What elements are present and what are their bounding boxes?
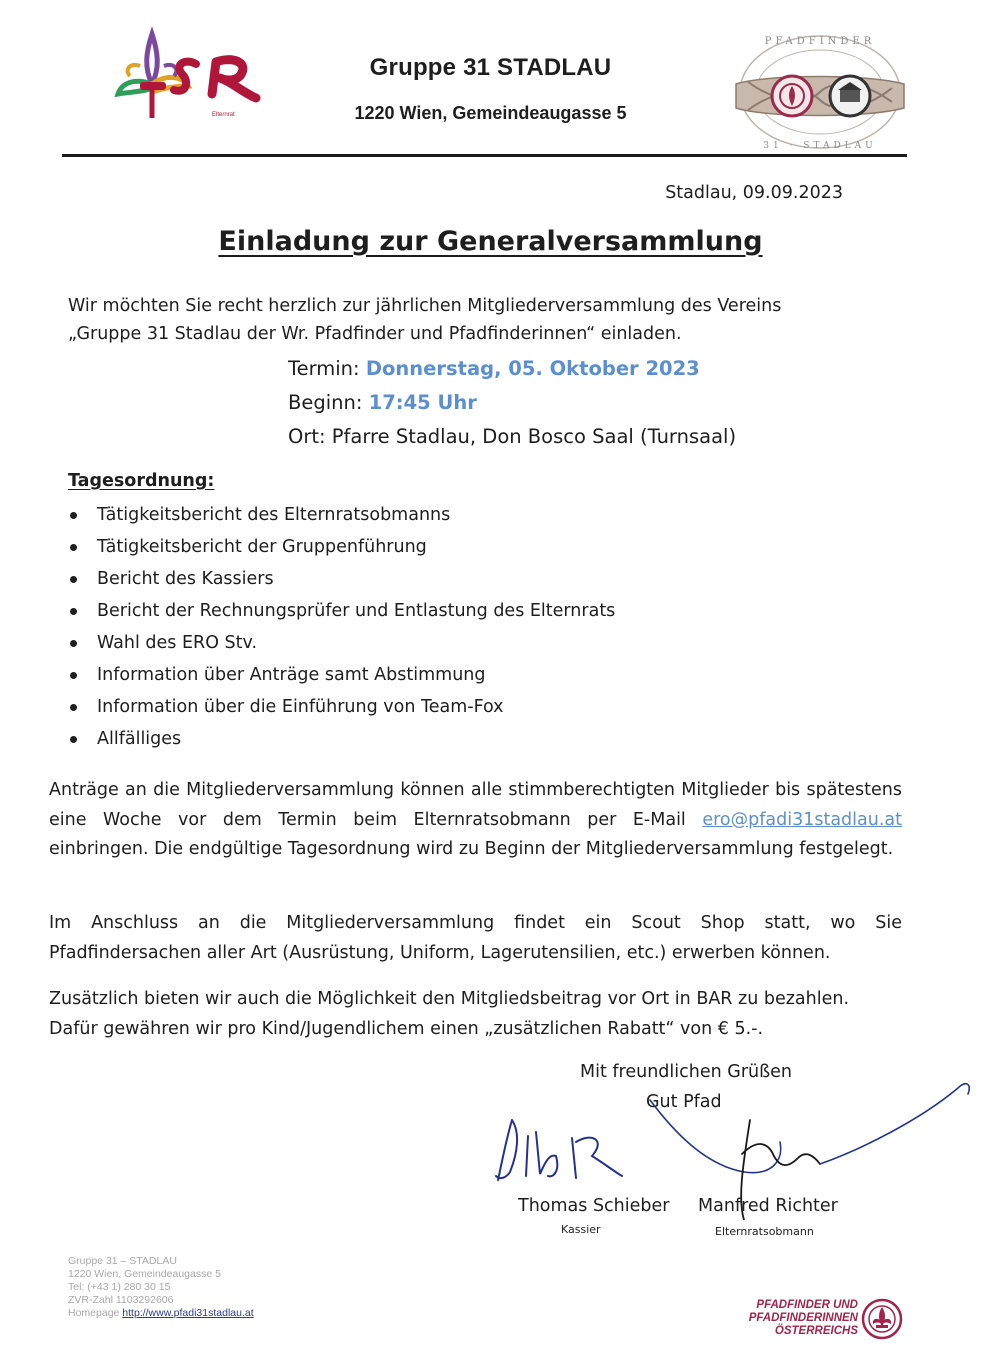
document-title: Einladung zur Generalversammlung	[218, 226, 763, 257]
agenda-item	[68, 629, 615, 661]
bullet-icon	[70, 736, 77, 743]
agenda-item-text: Information über Anträge samt Abstimmung	[97, 665, 486, 685]
homepage-link[interactable]: http://www.pfadi31stadlau.at	[122, 1307, 254, 1319]
beginn-value: 17:45 Uhr	[368, 391, 477, 414]
agenda-item	[68, 597, 615, 629]
bullet-icon	[70, 608, 77, 615]
termin-value: Donnerstag, 05. Oktober 2023	[365, 357, 700, 380]
footer-address	[68, 1255, 254, 1320]
bullet-icon	[70, 640, 77, 647]
agenda-item	[68, 661, 615, 693]
intro-line-1: Wir möchten Sie recht herzlich zur jährlichen Mitgliederversammlung des Vereins	[68, 296, 782, 316]
pfo-logo-text	[700, 1299, 858, 1338]
agenda-item-text: Bericht des Kassiers	[97, 569, 274, 589]
bullet-icon	[70, 512, 77, 519]
intro-line-2: „Gruppe 31 Stadlau der Wr. Pfadfinder und Pfadfinderinnen“ einladen.	[68, 324, 682, 344]
bullet-icon	[70, 576, 77, 583]
bullet-icon	[70, 704, 77, 711]
agenda-item	[68, 565, 615, 597]
paragraph-mitgliedsbeitrag-line-2: Dafür gewähren wir pro Kind/Jugendlichem einen „zusätzlichen Rabatt“ von € 5.-.	[49, 1018, 764, 1039]
seal-top-text: PFADFINDER	[764, 36, 876, 47]
footer-line: 1220 Wien, Gemeindeaugasse 5	[68, 1268, 221, 1280]
agenda-item-text: Allfälliges	[97, 729, 182, 749]
paragraph-antraege	[49, 776, 902, 865]
footer-line: Tel: (+43 1) 280 30 15	[68, 1281, 171, 1293]
seal-bottom-text: 31 · STADLAU	[763, 141, 877, 151]
date-line: Stadlau, 09.09.2023	[665, 183, 843, 203]
footer-line: ZVR-Zahl 1103292606	[68, 1294, 174, 1306]
ort-value: Pfarre Stadlau, Don Bosco Saal (Turnsaal)	[331, 425, 737, 448]
bullet-icon	[70, 672, 77, 679]
bullet-icon	[70, 544, 77, 551]
signature-name-kassier: Thomas Schieber	[518, 1196, 670, 1216]
closing-motto: Gut Pfad	[646, 1092, 722, 1112]
beginn-label: Beginn:	[288, 391, 363, 414]
paragraph-antraege-text: Anträge an die Mitgliederversammlung können alle stimmberechtigten Mitglieder bis spätestens eine Woche vor dem Termin beim Elternratsobmann per E-Mail	[49, 780, 902, 830]
agenda-item	[68, 725, 615, 757]
agenda-item-text: Bericht der Rechnungsprüfer und Entlastung des Elternrats	[97, 601, 616, 621]
footer-line: Gruppe 31 – STADLAU	[68, 1255, 177, 1267]
footer-homepage-label: Homepage	[68, 1307, 120, 1319]
beginn-line	[288, 391, 477, 414]
paragraph-mitgliedsbeitrag	[49, 985, 849, 1044]
paragraph-scout-shop: Im Anschluss an die Mitgliederversammlung findet ein Scout Shop statt, wo Sie Pfadfindersachen aller Art (Ausrüstung, Uniform, Lagerutensilien, etc.) erwerben können.	[49, 913, 902, 963]
ort-label: Ort:	[288, 425, 326, 448]
agenda-item	[68, 501, 615, 533]
agenda-list	[68, 501, 615, 757]
agenda-item	[68, 533, 615, 565]
agenda-item-text: Information über die Einführung von Team-Fox	[97, 697, 504, 717]
agenda-heading: Tagesordnung:	[68, 471, 215, 491]
footer-homepage	[68, 1307, 254, 1320]
group-address: 1220 Wien, Gemeindeaugasse 5	[354, 103, 627, 123]
termin-line	[288, 357, 700, 380]
elternrat-logo-text: Elternrat	[212, 112, 235, 118]
termin-label: Termin:	[288, 357, 360, 380]
paragraph-antraege-text-2: einbringen. Die endgültige Tagesordnung wird zu Beginn der Mitgliederversammlung festgelegt.	[49, 839, 894, 859]
intro-text	[68, 292, 868, 348]
pfo-line-1: PFADFINDER UND	[756, 1299, 858, 1311]
agenda-item-text: Wahl des ERO Stv.	[97, 633, 258, 653]
ort-line	[288, 425, 736, 448]
email-link[interactable]: ero@pfadi31stadlau.at	[702, 809, 902, 830]
signature-role-obmann: Elternratsobmann	[715, 1225, 814, 1238]
pfo-line-3: ÖSTERREICHS	[774, 1325, 858, 1337]
closing-greeting: Mit freundlichen Grüßen	[580, 1062, 792, 1082]
header-divider	[62, 154, 907, 157]
pfo-emblem-icon	[860, 1297, 904, 1341]
signature-role-kassier: Kassier	[561, 1223, 601, 1236]
agenda-item-text: Tätigkeitsbericht des Elternratsobmanns	[97, 505, 451, 525]
pfo-line-2: PFADFINDERINNEN	[748, 1312, 858, 1324]
group-name: Gruppe 31 STADLAU	[369, 54, 612, 81]
pfadfinder-seal	[728, 22, 910, 156]
signature-name-obmann: Manfred Richter	[698, 1196, 838, 1216]
agenda-item-text: Tätigkeitsbericht der Gruppenführung	[97, 537, 427, 557]
agenda-item	[68, 693, 615, 725]
paragraph-mitgliedsbeitrag-line-1: Zusätzlich bieten wir auch die Möglichkeit den Mitgliedsbeitrag vor Ort in BAR zu bezahlen.	[49, 989, 850, 1009]
